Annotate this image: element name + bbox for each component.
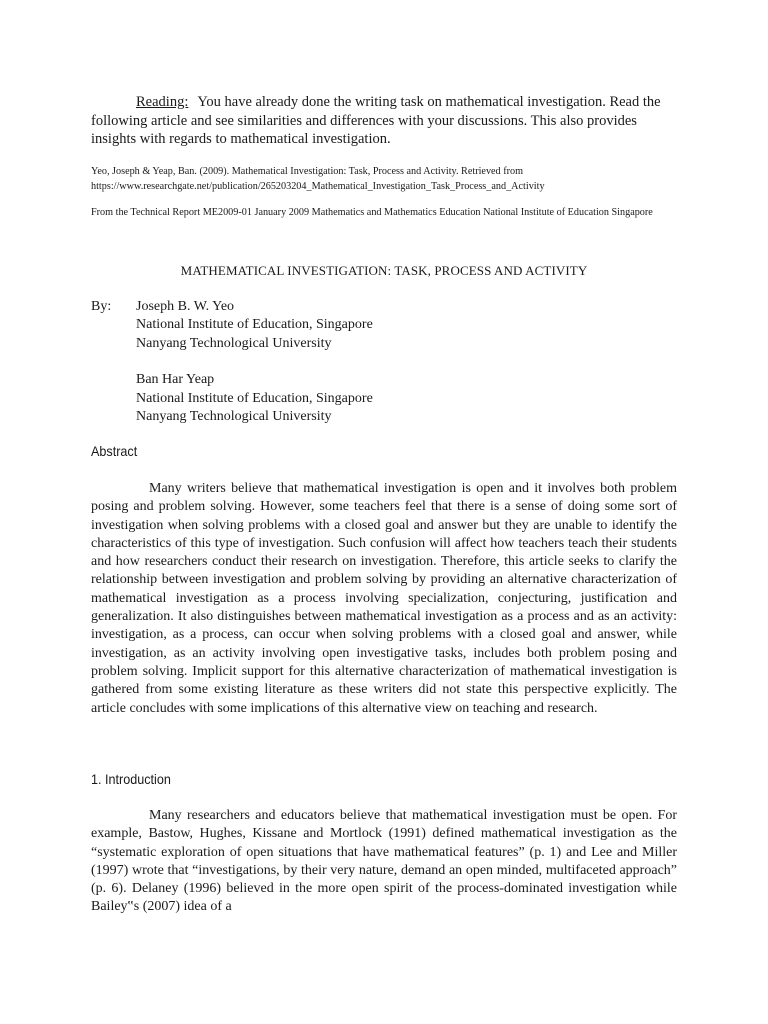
by-label: By:	[91, 299, 112, 314]
abstract-paragraph: Many writers believe that mathematical investigation is open and it involves both problem posing and problem solving. However, some teachers feel that there is a sense of doing some sort of investigation when solving problems with a closed goal and answer but they are unable to identify the characteristics of this type of investigation. Such confusion will affect how teachers teach their students and how researchers conduct their research on investigation. Therefore, this article seeks to clarify the relationship between investigation and problem solving by providing an alternative characterization of mathematical investigation as a process involving specialization, conjecturing, justification and generalization. It also distinguishes between mathematical investigation as a process and as an activity: investigation, as a process, can occur when solving problems with a closed goal and answer, while investigation, as an activity involving open investigative tasks, includes both problem posing and problem solving. Implicit support for this alternative characterization of mathematical investigation is gathered from some existing literature as these writers did not state this perspective explicitly. The article concludes with some implications of this alternative view on teaching and research.	[91, 481, 677, 716]
author-affiliation: National Institute of Education, Singapore	[136, 317, 373, 333]
authors-block	[91, 298, 373, 426]
author-affiliation: Nanyang Technological University	[136, 335, 332, 351]
citation-reference: Yeo, Joseph & Yeap, Ban. (2009). Mathematical Investigation: Task, Process and Activity. Retrieved from https://www.researchgate.net/publication/265203204_Mathematical_Investigation_Task_Process_and_Activity	[91, 166, 545, 192]
introduction-paragraph: Many researchers and educators believe that mathematical investigation must be open. For example, Bastow, Hughes, Kissane and Mortlock (1991) defined mathematical investigation as the “systematic exploration of open situations that have mathematical features” (p. 1) and Lee and Miller (1997) wrote that “investigations, by their very nature, demand an open minded, multifaceted approach” (p. 6). Delaney (1996) believed in the more open spirit of the process-dominated investigation while Bailey‟s (2007) idea of a	[91, 808, 677, 915]
article-title: MATHEMATICAL INVESTIGATION: TASK, PROCESS AND ACTIVITY	[180, 263, 588, 278]
reading-label: Reading:	[136, 94, 189, 110]
author-name: Joseph B. W. Yeo	[136, 299, 235, 314]
author-affiliation: National Institute of Education, Singapore	[136, 390, 373, 406]
abstract-heading: Abstract	[91, 443, 138, 459]
reading-intro	[91, 93, 681, 149]
introduction-heading: 1. Introduction	[91, 771, 171, 787]
author-1	[136, 298, 373, 353]
author-name: Ban Har Yeap	[136, 372, 215, 388]
author-affiliation: Nanyang Technological University	[136, 408, 332, 424]
reading-text: You have already done the writing task on mathematical investigation. Read the following article and see similarities and differences with your discussions. This also provides insights with regards to mathematical investigation.	[91, 94, 661, 147]
citation-source: From the Technical Report ME2009-01 January 2009 Mathematics and Mathematics Education National Institute of Education Singapore	[91, 207, 653, 218]
author-2	[136, 371, 373, 426]
